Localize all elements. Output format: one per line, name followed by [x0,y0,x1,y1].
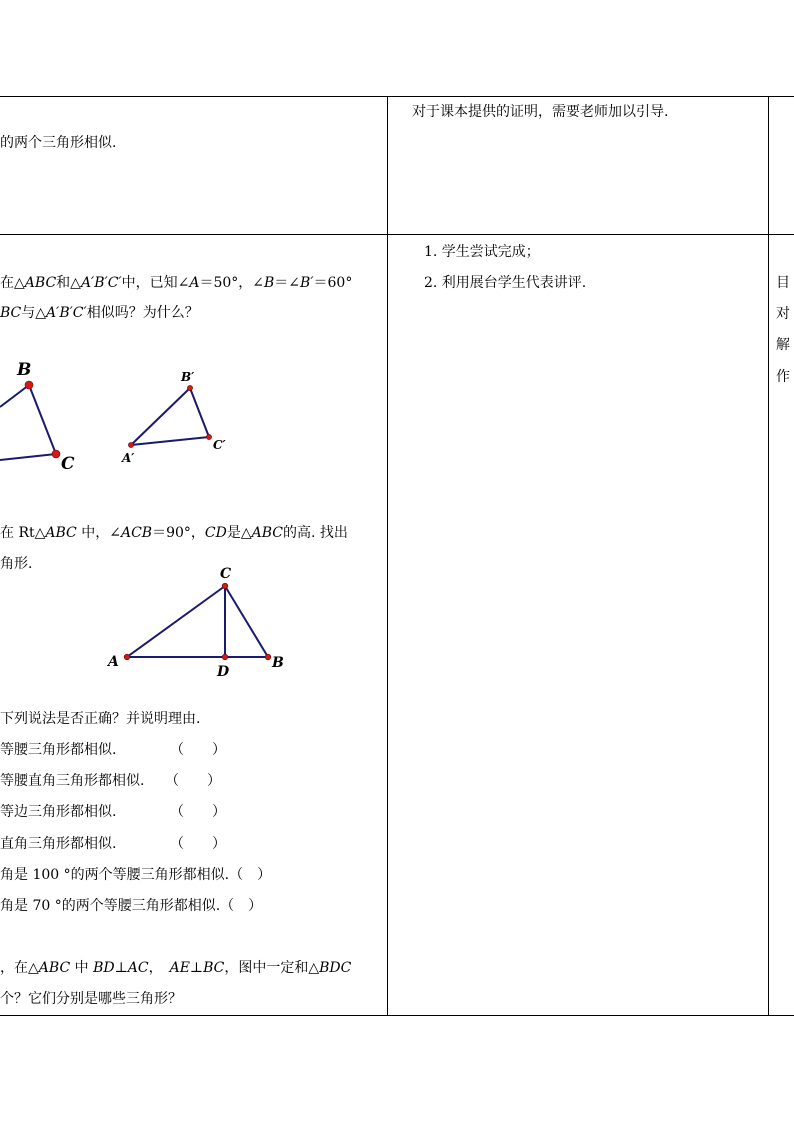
right-col-char-2: 对 [776,306,790,322]
edge-A-C [127,586,225,657]
problem3-item-3: 等边三角形都相似. [0,804,117,820]
problem4-line2: 个？它们分别是哪些三角形？ [0,991,182,1007]
table-top-border [0,96,794,97]
point-B [265,654,271,660]
column-divider-1 [387,96,388,1016]
problem2-line1: 在 Rt△ABC 中，∠ACB＝90°，CD是△ABC的高. 找出 [0,525,348,541]
problem3-item-6: 角是 70 °的两个等腰三角形都相似.（ ） [0,898,263,914]
edge-B-to-C [29,385,56,454]
triangle-figure-1 [0,355,240,475]
label-A-prime: A′ [122,451,135,465]
edge-A1-B1 [131,388,190,445]
right-col-char-4: 作 [776,369,790,385]
edge-C1-A1 [131,437,209,445]
row-divider [0,234,794,235]
right-triangle-figure [100,560,300,685]
point-C [222,583,228,589]
problem3-intro: 下列说法是否正确？并说明理由. [0,711,201,727]
point-B-prime [187,385,192,390]
edge-left-to-B [0,385,29,407]
label-B: B [17,360,32,380]
right-col-char-3: 解 [776,337,790,353]
answer-bracket-3: （ ） [170,804,226,820]
edge-B1-C1 [190,388,209,437]
answer-bracket-1: （ ） [170,742,226,758]
point-C [52,450,60,458]
label-B: B [272,655,284,671]
problem3-item-2: 等腰直角三角形都相似. [0,773,145,789]
label-D: D [217,664,230,680]
student-step-1: 1. 学生尝试完成； [424,244,540,260]
student-step-2: 2. 利用展台学生代表讲评. [424,275,587,291]
label-C-prime: C′ [213,438,226,452]
label-B-prime: B′ [181,370,195,384]
point-C-prime [206,434,211,439]
edge-C-B [225,586,268,657]
point-A-prime [128,442,133,447]
problem3-item-5: 角是 100 °的两个等腰三角形都相似.（ ） [0,867,272,883]
point-A [124,654,130,660]
answer-bracket-4: （ ） [170,836,226,852]
right-col-char-1: 目 [776,275,790,291]
label-C: C [61,454,75,474]
point-D [222,654,228,660]
problem1-line2: BC与△A′B′C′相似吗？为什么？ [0,305,199,321]
problem2-line2: 角形. [0,556,33,572]
problem1-line1: 在△ABC和△A′B′C′中，已知∠A＝50°，∠B＝∠B′＝60° [0,275,353,291]
label-C: C [220,566,232,582]
answer-bracket-2: （ ） [165,773,221,789]
point-B [25,381,33,389]
column-divider-2 [768,96,769,1016]
table-bottom-border [0,1015,794,1016]
row1-left-text: 的两个三角形相似. [0,135,117,151]
label-A: A [108,654,119,670]
problem4-line1: ，在△ABC 中 BD⊥AC， AE⊥BC，图中一定和△BDC [0,960,352,976]
row1-middle-text: 对于课本提供的证明，需要老师加以引导. [412,104,669,120]
problem3-item-1: 等腰三角形都相似. [0,742,117,758]
edge-C-to-left [0,454,56,460]
problem3-item-4: 直角三角形都相似. [0,836,117,852]
